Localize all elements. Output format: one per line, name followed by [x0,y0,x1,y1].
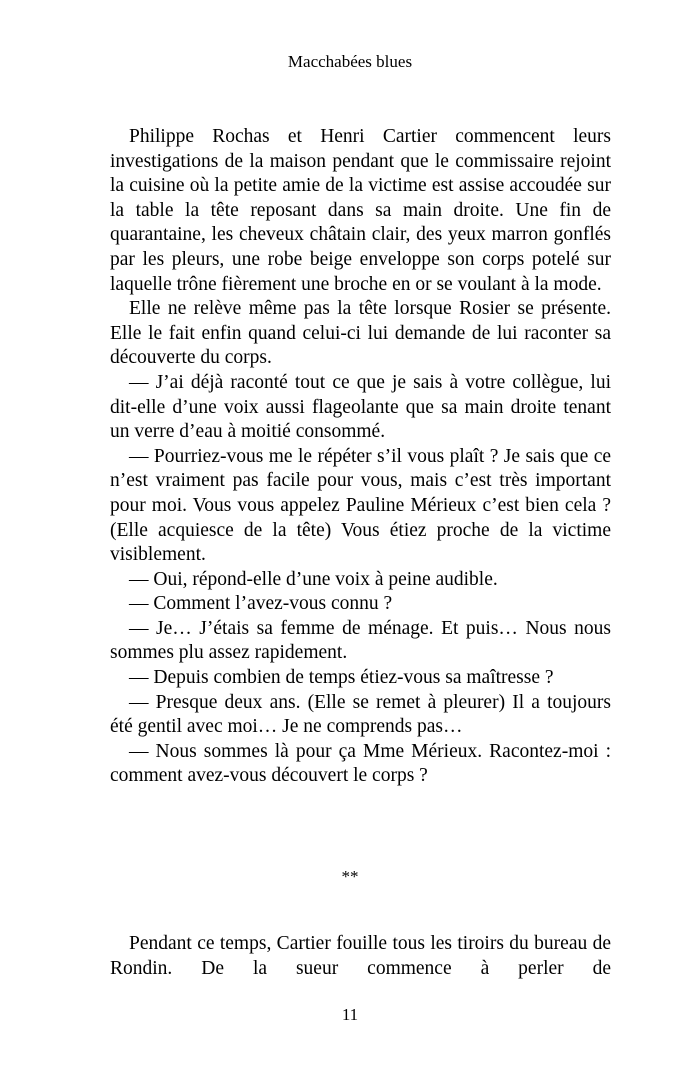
paragraph: — Je… J’étais sa femme de ménage. Et puis… Nous nous sommes plu assez rapidement. [110,617,611,664]
main-text [110,125,611,789]
paragraph: — Oui, répond-elle d’une voix à peine audible. [129,568,498,590]
paragraph: — Nous sommes là pour ça Mme Mérieux. Racontez-moi : comment avez-vous découvert le corps ? [110,740,611,787]
paragraph: — Pourriez-vous me le répéter s’il vous plaît ? Je sais que ce n’est vraiment pas facile pour vous, mais c’est très important pour moi. Vous vous appelez Pauline Mérieux c’est bien cela ? (Elle acquiesce de la tête) Vous étiez proche de la victime visiblement. [110,445,611,566]
paragraph: — J’ai déjà raconté tout ce que je sais à votre collègue, lui dit-elle d’une voix aussi flageolante que sa main droite tenant un verre d’eau à moitié consommé. [110,371,611,443]
page-number: 11 [341,1005,359,1024]
paragraph: Pendant ce temps, Cartier fouille tous les tiroirs du bureau de Rondin. De la sueur commence à perler de [110,933,611,979]
paragraph: — Comment l’avez-vous connu ? [129,593,393,615]
paragraph: Elle ne relève même pas la tête lorsque Rosier se présente. Elle le fait enfin quand celui-ci lui demande de lui raconter sa découverte du corps. [110,298,611,369]
running-title: Macchabées blues [287,52,413,71]
continuation-text [110,932,611,981]
paragraph: — Depuis combien de temps étiez-vous sa maîtresse ? [129,667,554,689]
paragraph: — Presque deux ans. (Elle se remet à pleurer) Il a toujours été gentil avec moi… Je ne comprends pas… [110,691,611,738]
paragraph: Philippe Rochas et Henri Cartier commencent leurs investigations de la maison pendant que le commissaire rejoint la cuisine où la petite amie de la victime est assise accoudée sur la table la tête reposant dans sa main droite. Une fin de quarantaine, les cheveux châtain clair, des yeux marron gonflés par les pleurs, une robe beige enveloppe son corps potelé sur laquelle trône fièrement une broche en or se voulant à la mode. [110,126,611,295]
section-break: ** [341,867,359,886]
